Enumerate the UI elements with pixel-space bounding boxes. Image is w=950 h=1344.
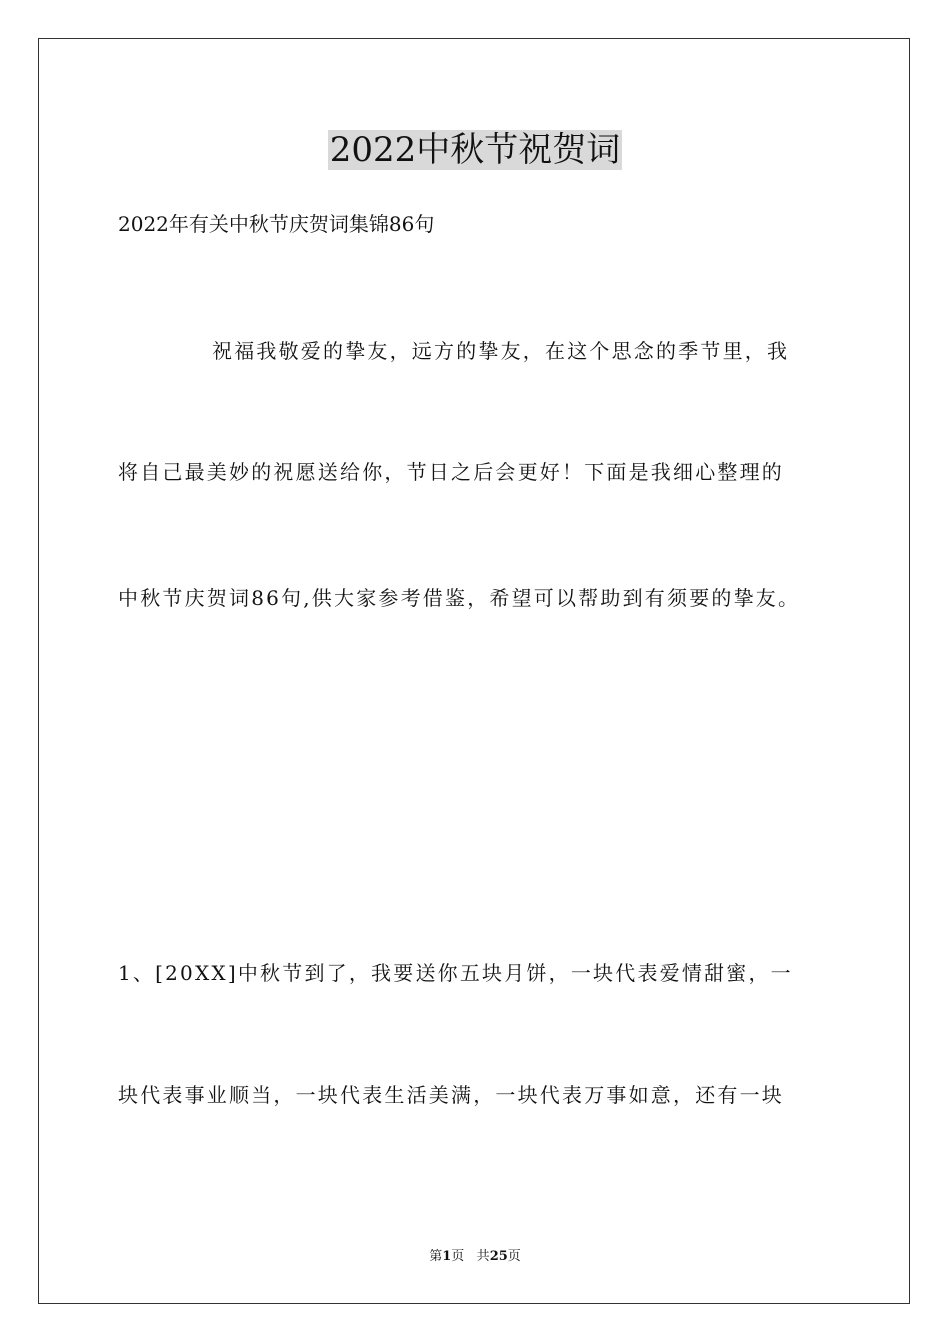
title-text: 2022中秋节祝贺词	[329, 130, 621, 170]
paragraph-line: 将自己最美妙的祝愿送给你，节日之后会更好！下面是我细心整理的	[118, 460, 784, 484]
page-suffix: 页	[451, 1249, 465, 1264]
page-number: 1	[442, 1249, 452, 1264]
page-prefix: 第	[429, 1249, 443, 1264]
paragraph-line: 祝福我敬爱的挚友，远方的挚友，在这个思念的季节里，我	[212, 339, 790, 363]
total-prefix: 共	[476, 1249, 490, 1264]
document-title	[0, 128, 950, 172]
list-item-line: 1、[20XX]中秋节到了，我要送你五块月饼，一块代表爱情甜蜜，一	[118, 961, 793, 985]
paragraph-line: 中秋节庆贺词86句,供大家参考借鉴，希望可以帮助到有须要的挚友。	[118, 586, 801, 610]
document-subtitle: 2022年有关中秋节庆贺词集锦86句	[118, 212, 435, 236]
total-pages: 25	[489, 1249, 508, 1264]
list-item-line: 块代表事业顺当，一块代表生活美满，一块代表万事如意，还有一块	[118, 1083, 784, 1107]
page-footer	[0, 1248, 950, 1266]
total-suffix: 页	[507, 1249, 521, 1264]
